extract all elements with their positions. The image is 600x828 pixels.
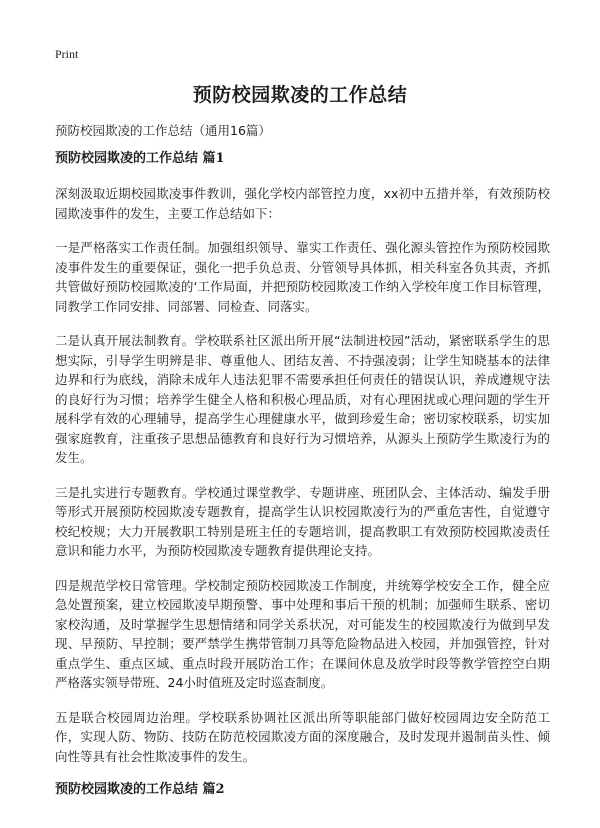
document-title: 预防校园欺凌的工作总结: [192, 84, 408, 106]
section-heading-2: 预防校园欺凌的工作总结 篇2: [55, 782, 225, 797]
paragraph-surrounding-governance: 五是联合校园周边治理。学校联系协调社区派出所等职能部门做好校园周边安全防范工作，实现人防、物防、技防在防范校园欺凌方面的深度融合，及时发现并遏制苗头性、倾向性等具有社会性欺凌事件的发生。: [55, 709, 550, 764]
document-body: [55, 150, 550, 815]
paragraph-legal-education: 二是认真开展法制教育。学校联系社区派出所开展“法制进校园”活动，紧密联系学生的思想实际，引导学生明辨是非、尊重他人、团结友善、不持强凌弱；让学生知晓基本的法律边界和行为底线，消除未成年人违法犯罪不需要承担任何责任的错误认识，养成遵规守法的良好行为习惯；培养学生健全人格和积极心理品质，对有心理困扰或心理问题的学生开展科学有效的心理辅导，提高学生心理健康水平，做到珍爱生命；密切家校联系，切实加强家庭教育，注重孩子思想品德教育和良好行为习惯培养，从源头上预防学生欺凌行为的发生。: [55, 333, 550, 465]
paragraph-responsibility: 一是严格落实工作责任制。加强组织领导、靠实工作责任、强化源头管控作为预防校园欺凌事件发生的重要保证，强化一把手负总责、分管领导具体抓，相关科室各负其责，齐抓共管做好预防校园欺凌的‘工作局面，并把预防校园欺凌工作纳入学校年度工作目标管理，同教学工作同安排、同部署、同检查、同落实。: [55, 240, 550, 314]
print-link[interactable]: Print: [55, 47, 79, 61]
paragraph-daily-management: 四是规范学校日常管理。学校制定预防校园欺凌工作制度，并统筹学校安全工作，健全应急处置预案，建立校园欺凌早期预警、事中处理和事后干预的机制；加强师生联系、密切家校沟通，及时掌握学生思想情绪和同学关系状况，对可能发生的校园欺凌行为做到早发现、早预防、早控制；要严禁学生携带管制刀具等危险物品进入校园，并加强管控，针对重点学生、重点区域、重点时段开展防治工作；在课间休息及放学时段等教学管控空白期严格落实领导带班、24小时值班及定时巡查制度。: [55, 577, 550, 690]
document-subtitle: 预防校园欺凌的工作总结（通用16篇）: [55, 123, 271, 138]
section-heading-1: 预防校园欺凌的工作总结 篇1: [55, 151, 225, 166]
paragraph-special-education: 三是扎实进行专题教育。学校通过课堂教学、专题讲座、班团队会、主体活动、编发手册等形式开展预防校园欺凌专题教育，提高学生认识校园欺凌行为的严重危害性，自觉遵守校纪校规；大力开展教职工特别是班主任的专题培训，提高教职工有效预防校园欺凌责任意识和能力水平，为预防校园欺凌专题教育提供理论支持。: [55, 484, 550, 558]
paragraph-intro: 深刻汲取近期校园欺凌事件教训，强化学校内部管控力度，xx初中五措并举，有效预防校园欺凌事件的发生，主要工作总结如下：: [55, 186, 550, 221]
